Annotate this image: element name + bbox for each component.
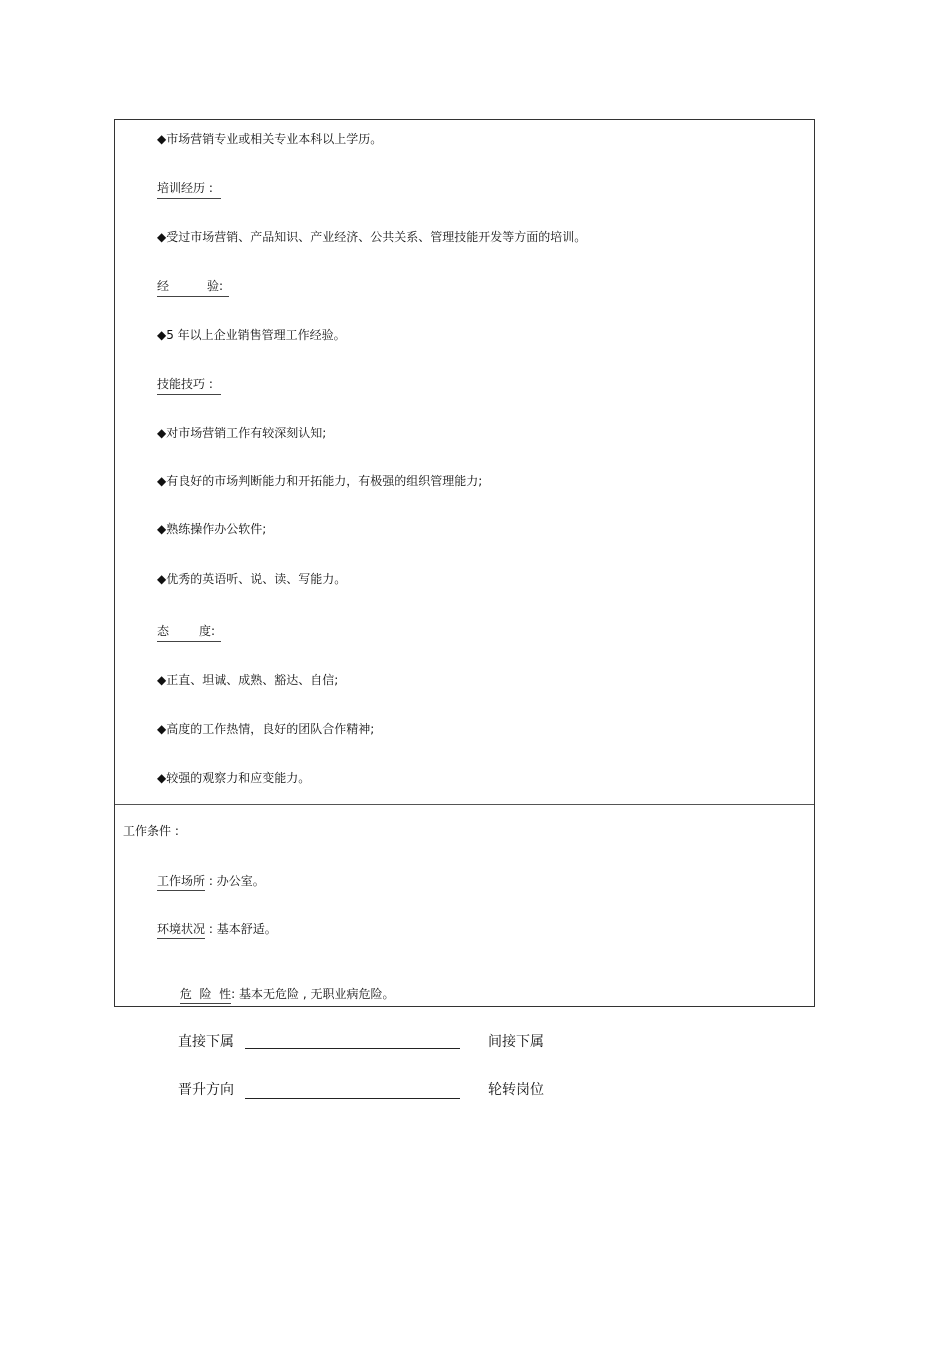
- skills-item-3: ◆熟练操作办公软件;: [157, 522, 267, 536]
- work-place-label: 工作场所: [157, 873, 205, 891]
- training-item: ◆受过市场营销、产品知识、产业经济、公共关系、管理技能开发等方面的培训。: [157, 230, 587, 244]
- attitude-item-2: ◆高度的工作热情，良好的团队合作精神;: [157, 722, 375, 736]
- promotion-direction-field[interactable]: [245, 1098, 460, 1099]
- environment-label: 环境状况: [157, 921, 205, 939]
- working-conditions-section: [115, 805, 814, 1006]
- attitude-item-3: ◆较强的观察力和应变能力。: [157, 771, 311, 785]
- direct-subordinate-label: 直接下属: [178, 1034, 234, 1050]
- work-place-value: : 办公室。: [205, 874, 265, 888]
- hazard-label: 危 险 性: [180, 986, 231, 1004]
- skills-heading: 技能技巧 :: [157, 376, 221, 395]
- skills-item-2: ◆有良好的市场判断能力和开拓能力，有极强的组织管理能力;: [157, 474, 483, 488]
- job-description-table: [114, 119, 815, 1007]
- hazard-value: : 基本无危险 , 无职业病危险。: [231, 987, 395, 1001]
- skills-item-4: ◆优秀的英语听、说、读、写能力。: [157, 572, 347, 586]
- rotation-position-label: 轮转岗位: [488, 1082, 544, 1098]
- skills-item-1: ◆对市场营销工作有较深刻认知;: [157, 426, 327, 440]
- environment-row: [157, 921, 277, 939]
- attitude-heading: 态 度:: [157, 623, 221, 642]
- experience-heading: 经 验:: [157, 278, 229, 297]
- indirect-subordinate-label: 间接下属: [488, 1034, 544, 1050]
- work-place-row: [157, 873, 265, 891]
- training-heading: 培训经历 :: [157, 180, 221, 199]
- qualifications-section: [115, 120, 814, 805]
- environment-value: : 基本舒适。: [205, 922, 277, 936]
- education-item: ◆市场营销专业或相关专业本科以上学历。: [157, 132, 383, 146]
- hazard-row: [157, 970, 394, 1020]
- experience-item: ◆5 年以上企业销售管理工作经验。: [157, 328, 346, 342]
- direct-subordinate-field[interactable]: [245, 1048, 460, 1049]
- working-conditions-title: 工作条件 :: [123, 824, 179, 838]
- attitude-item-1: ◆正直、坦诚、成熟、豁达、自信;: [157, 673, 339, 687]
- promotion-direction-label: 晋升方向: [178, 1082, 234, 1098]
